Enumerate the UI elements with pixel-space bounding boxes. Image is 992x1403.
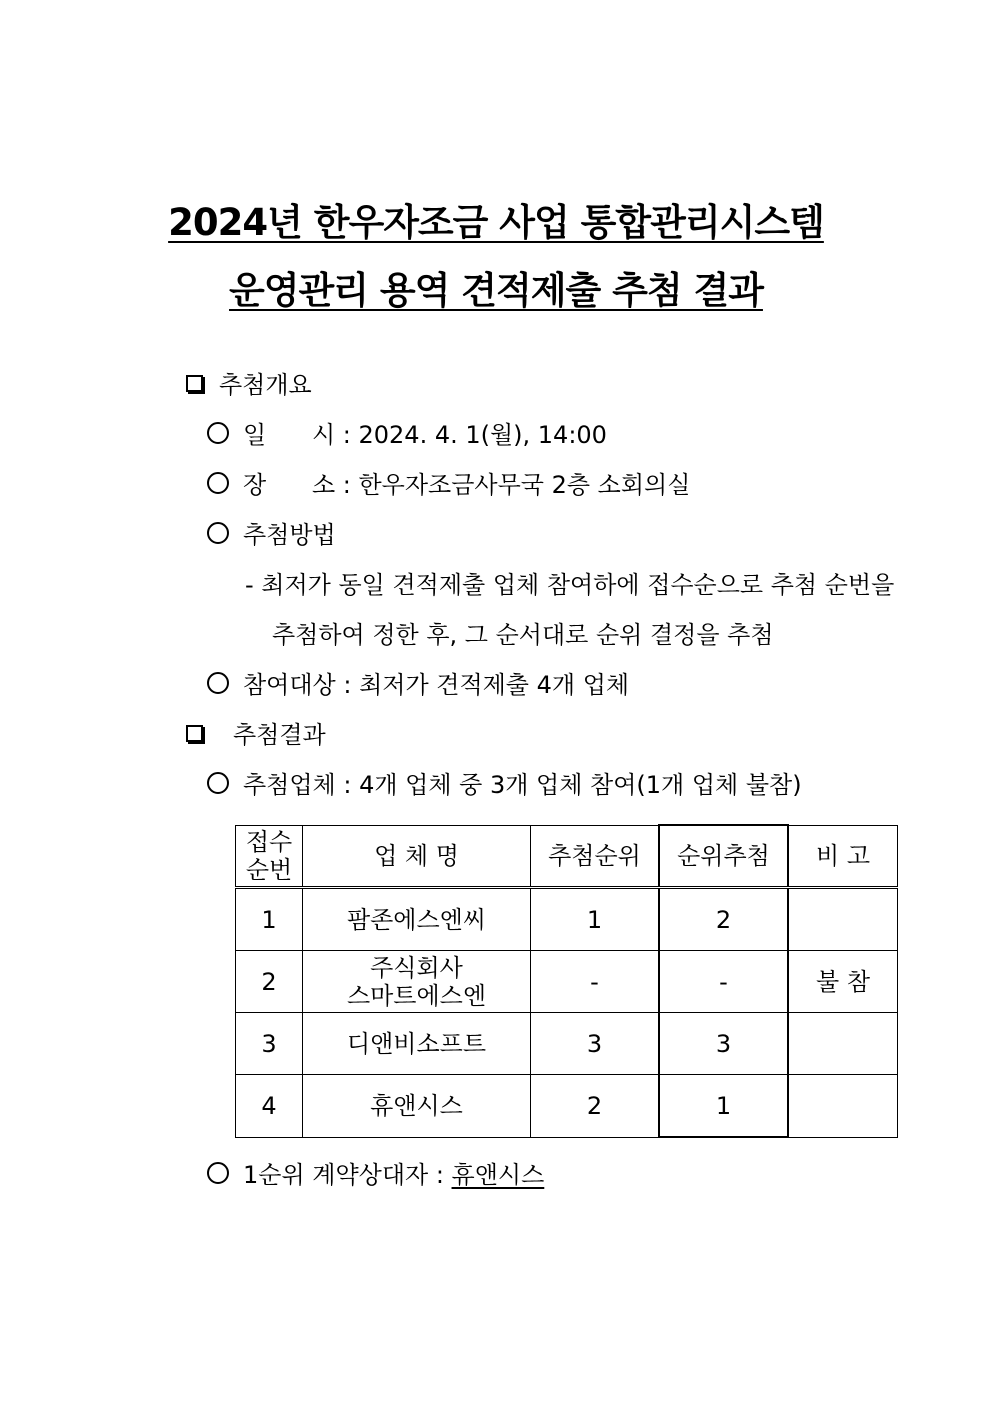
table-row [236, 888, 898, 951]
result-winner: 1순위 계약상대자 : 휴앤시스 [207, 1160, 544, 1190]
cell-draw-rank: 3 [531, 1013, 660, 1075]
table-header-row [236, 825, 898, 888]
circle-bullet-icon [207, 522, 229, 544]
overview-method-detail-2: 추첨하여 정한 후, 그 순서대로 순위 결정을 추첨 [272, 621, 774, 649]
header-note: 비 고 [788, 825, 898, 888]
circle-bullet-icon [207, 422, 229, 444]
cell-company: 주식회사 스마트에스엔 [303, 951, 531, 1013]
circle-bullet-icon [207, 672, 229, 694]
cell-company: 팜존에스엔씨 [303, 888, 531, 951]
cell-note [788, 1013, 898, 1075]
circle-bullet-icon [207, 772, 229, 794]
circle-bullet-icon [207, 1162, 229, 1184]
overview-place: 장 소 : 한우자조금사무국 2층 소회의실 [207, 470, 690, 500]
winner-name: 휴앤시스 [451, 1161, 545, 1189]
overview-datetime: 일 시 : 2024. 4. 1(월), 14:00 [207, 420, 607, 450]
header-company: 업 체 명 [303, 825, 531, 888]
table-row [236, 1013, 898, 1075]
cell-rank-draw: 3 [659, 1013, 788, 1075]
cell-rank-draw: 2 [659, 888, 788, 951]
cell-note: 불 참 [788, 951, 898, 1013]
cell-company: 디앤비소프트 [303, 1013, 531, 1075]
header-draw-rank: 추첨순위 [531, 825, 660, 888]
cell-no: 2 [236, 951, 303, 1013]
overview-method: 추첨방법 [207, 520, 336, 550]
table-row [236, 951, 898, 1013]
page-title-line-2: 운영관리 용역 견적제출 추첨 결과 [229, 269, 763, 312]
section-result-heading: 추첨결과 [186, 720, 326, 750]
page-title-line-1: 2024년 한우자조금 사업 통합관리시스템 [168, 201, 824, 244]
header-rank-draw: 순위추첨 [659, 825, 788, 888]
table-row [236, 1075, 898, 1138]
cell-note [788, 888, 898, 951]
result-companies: 추첨업체 : 4개 업체 중 3개 업체 참여(1개 업체 불참) [207, 770, 802, 800]
square-bullet-icon [186, 375, 203, 392]
square-bullet-icon [186, 725, 203, 742]
cell-no: 1 [236, 888, 303, 951]
cell-no: 4 [236, 1075, 303, 1138]
overview-method-detail-1: - 최저가 동일 견적제출 업체 참여하에 접수순으로 추첨 순번을 [245, 571, 895, 599]
cell-company: 휴앤시스 [303, 1075, 531, 1138]
cell-rank-draw: 1 [659, 1075, 788, 1138]
result-table [235, 824, 898, 1138]
cell-draw-rank: 2 [531, 1075, 660, 1138]
cell-draw-rank: - [531, 951, 660, 1013]
cell-draw-rank: 1 [531, 888, 660, 951]
cell-no: 3 [236, 1013, 303, 1075]
cell-note [788, 1075, 898, 1138]
circle-bullet-icon [207, 472, 229, 494]
section-overview-heading: 추첨개요 [186, 370, 312, 400]
cell-rank-draw: - [659, 951, 788, 1013]
header-receipt-no: 접수 순번 [236, 825, 303, 888]
overview-target: 참여대상 : 최저가 견적제출 4개 업체 [207, 670, 629, 700]
